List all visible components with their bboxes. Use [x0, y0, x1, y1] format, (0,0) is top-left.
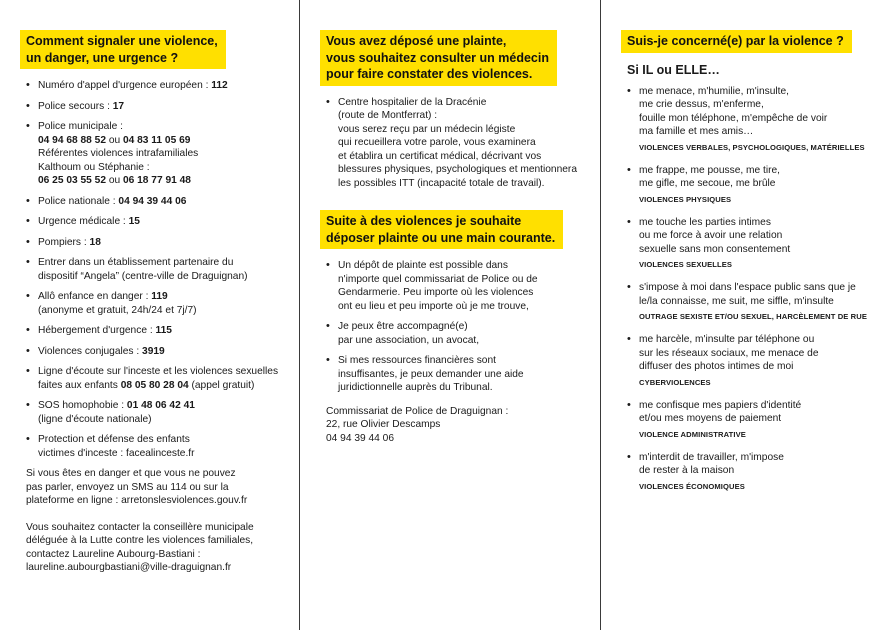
list-item: • Ligne d'écoute sur l'inceste et les violences sexuelles faites aux enfants 08 05 80 28 04 (appel gratuit): [26, 365, 279, 392]
heading-doctor: Vous avez déposé une plainte, vous souhaitez consulter un médecin pour faire constater des violences.: [320, 30, 557, 86]
list-item: • Si mes ressources financières sont insuffisantes, je peux demander une aide juridictionnelle auprès du Tribunal.: [326, 354, 582, 395]
list-item: • Entrer dans un établissement partenaire du dispositif “Angela” (centre-ville de Draguignan): [26, 256, 279, 283]
violence-category: VIOLENCE ADMINISTRATIVE: [639, 429, 746, 439]
panel-complaint: [300, 0, 600, 630]
violence-category: VIOLENCES PHYSIQUES: [639, 194, 732, 204]
list-item: • Pompiers : 18: [26, 236, 279, 250]
emergency-list: [26, 79, 279, 460]
panel-am-i-concerned: [601, 0, 891, 630]
list-item: • Police municipale : 04 94 68 88 52 ou 04 83 11 05 69 Référentes violences intrafamiliales Kalthoum ou Stéphanie : 06 25 03 55 52 ou 06 18 77 91 48: [26, 120, 279, 188]
list-item: • Numéro d'appel d'urgence européen : 112: [26, 79, 279, 93]
list-item: • Violences conjugales : 3919: [26, 345, 279, 359]
list-item: • Un dépôt de plainte est possible dans n'importe quel commissariat de Police ou de Gendarmerie. Peu importe où les violences ont eu lieu et peu importe où je me trouve,: [326, 259, 582, 313]
list-item: • Allô enfance en danger : 119 (anonyme et gratuit, 24h/24 et 7j/7): [26, 290, 279, 317]
list-item: • me frappe, me pousse, me tire, me gifle, me secoue, me brûle VIOLENCES PHYSIQUES: [627, 164, 879, 205]
list-item: • SOS homophobie : 01 48 06 42 41 (ligne d'écoute nationale): [26, 399, 279, 426]
subheading-if-he-she: Si IL ou ELLE…: [627, 62, 720, 77]
list-item: • Urgence médicale : 15: [26, 215, 279, 229]
violence-category: VIOLENCES ÉCONOMIQUES: [639, 481, 745, 491]
violence-category: OUTRAGE SEXISTE ET/OU SEXUEL, HARCÈLEMENT DE RUE: [639, 312, 867, 321]
sms-paragraph: Si vous êtes en danger et que vous ne pouvez pas parler, envoyez un SMS au 114 ou sur la plateforme en ligne : arretonslesviolences.gouv.fr: [26, 468, 248, 506]
list-item: • Police nationale : 04 94 39 44 06: [26, 195, 279, 209]
heading-file-complaint: Suite à des violences je souhaite déposer plainte ou une main courante.: [320, 210, 563, 249]
list-item: • me harcèle, m'insulte par téléphone ou sur les réseaux sociaux, me menace de diffuser des photos intimes de moi CYBERVIOLENCES: [627, 333, 879, 388]
panel-report-violence: [0, 0, 299, 630]
list-item: • Je peux être accompagné(e) par une association, un avocat,: [326, 320, 582, 347]
violence-category: VIOLENCES VERBALES, PSYCHOLOGIQUES, MATÉRIELLES: [639, 142, 865, 152]
heading-concerned: Suis-je concerné(e) par la violence ?: [621, 30, 852, 53]
complaint-list: [326, 259, 582, 395]
contact-paragraph: Vous souhaitez contacter la conseillère municipale déléguée à la Lutte contre les violences familiales, contactez Laureline Aubourg-Bastiani : laureline.aubourgbastiani@ville-draguignan.fr: [26, 521, 254, 573]
heading-report: Comment signaler une violence, un danger, une urgence ?: [20, 30, 226, 69]
list-item: • Centre hospitalier de la Dracénie (route de Montferrat) : vous serez reçu par un médecin légiste qui recueillera votre parole, vous examinera et établira un certificat médical, décrivant vos blessures physiques, psychologiques et mentionnera les possibles ITT (incapacité totale de travail).: [326, 96, 582, 191]
list-item: • Hébergement d'urgence : 115: [26, 324, 279, 338]
list-item: • me touche les parties intimes ou me force à avoir une relation sexuelle sans mon consentement VIOLENCES SEXUELLES: [627, 216, 879, 271]
police-address: Commissariat de Police de Draguignan : 22, rue Olivier Descamps 04 94 39 44 06: [326, 405, 509, 444]
doctor-list: [326, 96, 582, 191]
violence-category: CYBERVIOLENCES: [639, 377, 711, 387]
list-item: • Police secours : 17: [26, 100, 279, 114]
list-item: • Protection et défense des enfants victimes d'inceste : facealinceste.fr: [26, 433, 279, 460]
list-item: • s'impose à moi dans l'espace public sans que je le/la connaisse, me suit, me siffle, m'insulte OUTRAGE SEXISTE ET/OU SEXUEL, HARCÈLEMENT DE RUE: [627, 281, 879, 322]
list-item: • m'interdit de travailler, m'impose de rester à la maison VIOLENCES ÉCONOMIQUES: [627, 451, 879, 492]
violence-category: VIOLENCES SEXUELLES: [639, 260, 733, 269]
list-item: • me menace, m'humilie, m'insulte, me crie dessus, m'enferme, fouille mon téléphone, m'empêche de voir ma famille et mes amis… VIOLENCES VERBALES, PSYCHOLOGIQUES, MATÉRIELLES: [627, 85, 879, 153]
list-item: • me confisque mes papiers d'identité et/ou mes moyens de paiement VIOLENCE ADMINISTRATIVE: [627, 399, 879, 440]
violence-types-list: [627, 85, 879, 492]
